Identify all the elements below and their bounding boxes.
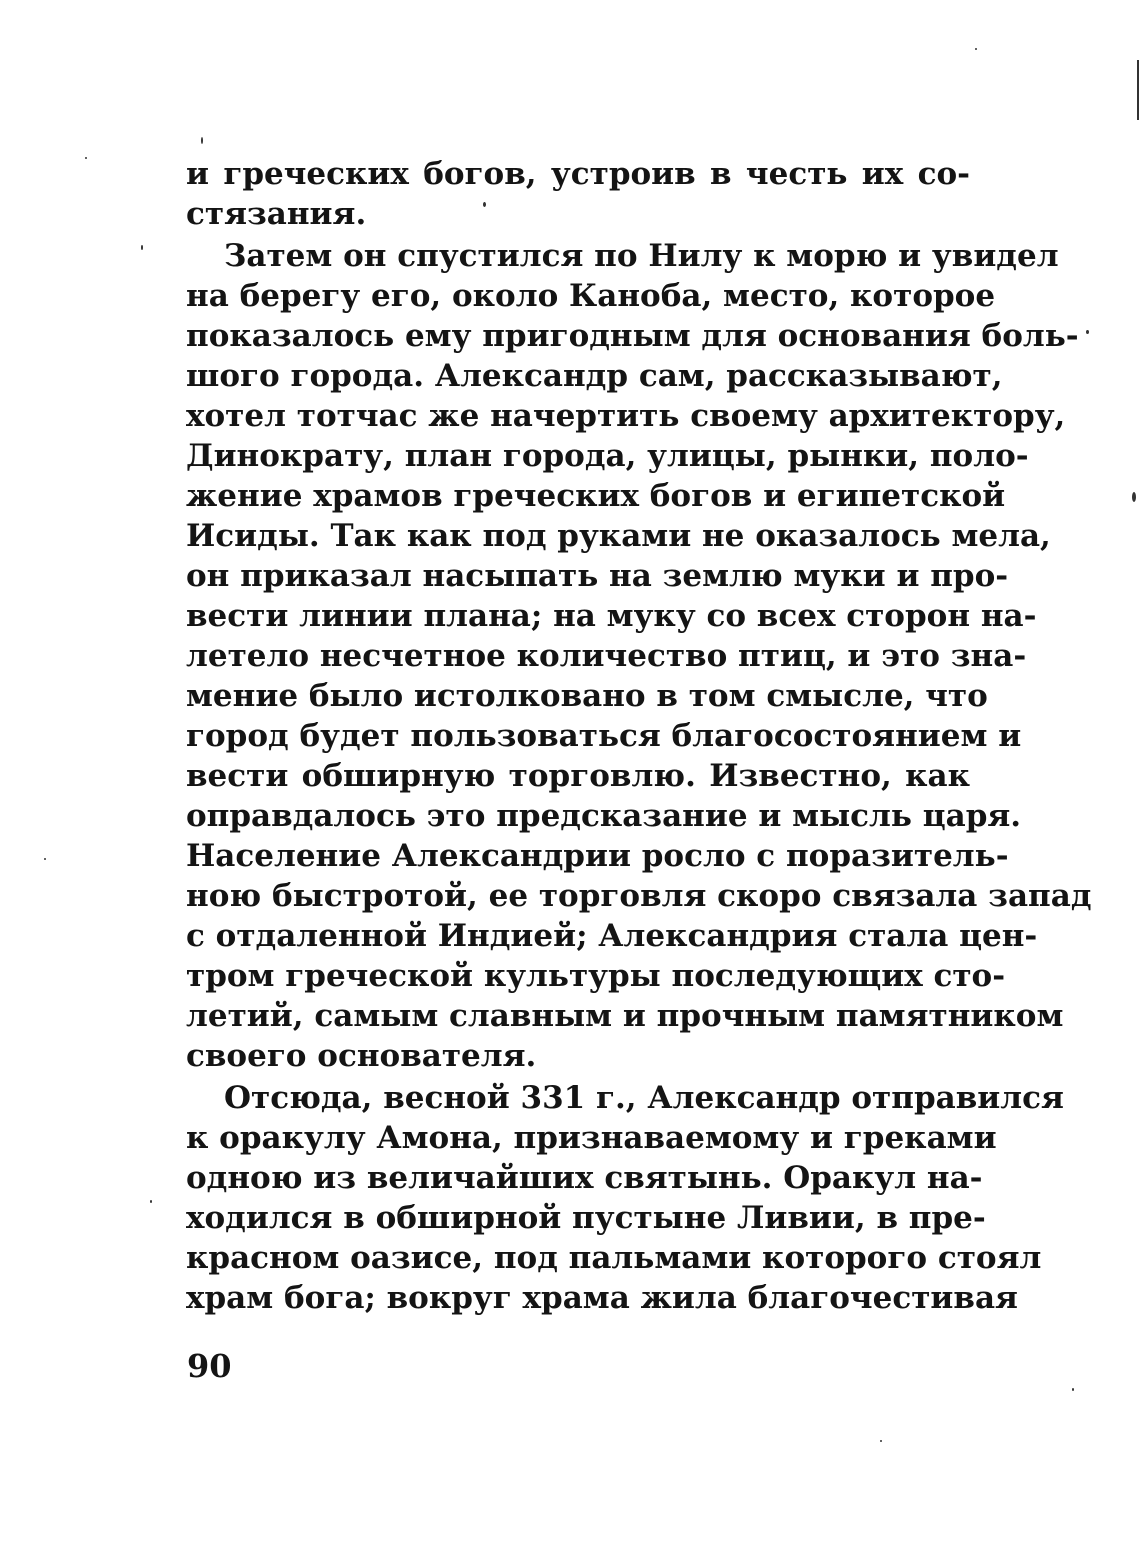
text-line: мение было истолковано в том смысле, что — [186, 678, 988, 714]
text-line: стязания. — [186, 196, 367, 232]
text-line: к оракулу Амона, признаваемому и греками — [186, 1120, 997, 1156]
scan-speck — [1132, 492, 1136, 502]
text-line: ходился в обширной пустыне Ливии, в пре- — [186, 1200, 986, 1236]
text-line: хотел тотчас же начертить своему архитектору, — [186, 398, 1066, 434]
text-line: тром греческой культуры последующих сто- — [186, 958, 1006, 994]
body-text — [186, 154, 1092, 1318]
text-line: показалось ему пригодным для основания боль- — [186, 318, 1079, 354]
scan-speck — [1137, 60, 1139, 120]
text-line: жение храмов греческих богов и египетской — [186, 478, 1006, 514]
text-line: Затем он спустился по Нилу к морю и увидел — [224, 238, 1059, 274]
text-line: одною из величайших святынь. Оракул на- — [186, 1160, 983, 1196]
text-line: Отсюда, весной 331 г., Александр отправился — [224, 1080, 1064, 1116]
text-line: своего основателя. — [186, 1038, 537, 1074]
text-line: вести линии плана; на муку со всех сторон на- — [186, 598, 1037, 634]
text-line: красном оазисе, под пальмами которого стоял — [186, 1240, 1042, 1276]
scan-speck — [201, 137, 203, 144]
scan-speck — [1086, 330, 1089, 334]
text-line: Динократу, план города, улицы, рынки, поло- — [186, 438, 1029, 474]
text-line: и греческих богов, устроив в честь их со- — [186, 156, 970, 192]
text-line: храм бога; вокруг храма жила благочестивая — [186, 1280, 1018, 1316]
scan-speck — [483, 202, 486, 207]
text-line: с отдаленной Индией; Александрия стала цен- — [186, 918, 1038, 954]
text-line: ною быстротой, ее торговля скоро связала запад — [186, 878, 1092, 914]
text-line: оправдалось это предсказание и мысль царя. — [186, 798, 1022, 834]
text-line: на берегу его, около Каноба, место, которое — [186, 278, 996, 314]
scan-speck — [1072, 1388, 1074, 1391]
text-line: летий, самым славным и прочным памятником — [186, 998, 1064, 1034]
page-number: 90 — [187, 1347, 232, 1385]
text-line: Население Александрии росло с поразитель- — [186, 838, 1009, 874]
scan-speck — [141, 245, 143, 250]
scan-speck — [975, 48, 977, 50]
text-line: вести обширную торговлю. Известно, как — [186, 758, 970, 794]
text-line: шого города. Александр сам, рассказывают, — [186, 358, 1003, 394]
scan-speck — [85, 157, 87, 159]
scan-speck — [880, 1440, 882, 1442]
text-line: город будет пользоваться благосостоянием и — [186, 718, 1022, 754]
text-line: Исиды. Так как под руками не оказалось мела, — [186, 518, 1051, 554]
text-line: летело несчетное количество птиц, и это зна- — [186, 638, 1027, 674]
text-line: он приказал насыпать на землю муки и про- — [186, 558, 1009, 594]
scan-speck — [44, 858, 46, 860]
scan-speck — [150, 1200, 152, 1203]
